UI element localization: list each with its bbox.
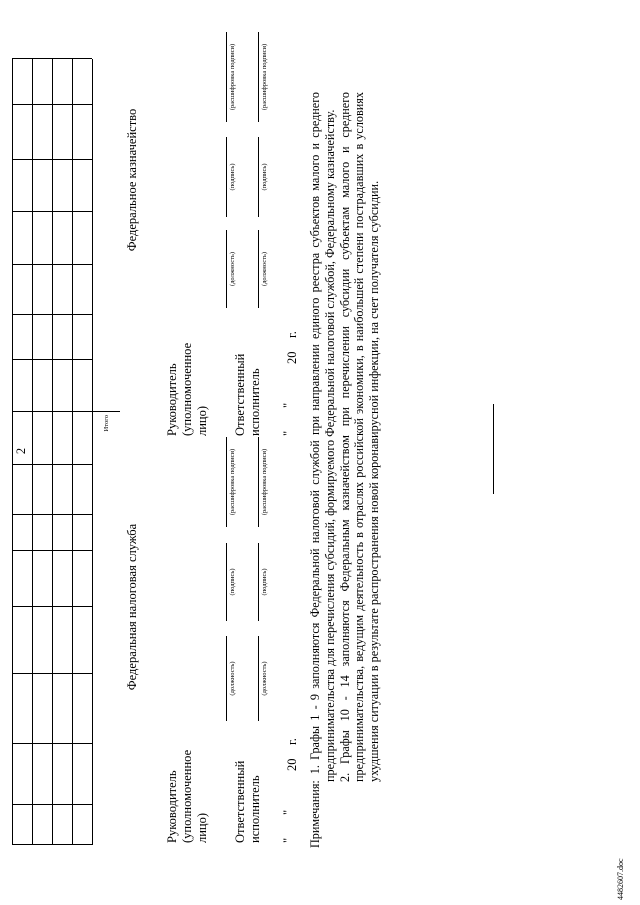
table-row-rule-1 bbox=[32, 59, 33, 845]
fns-date-suffix: г. bbox=[285, 738, 299, 745]
table-col-rule bbox=[12, 411, 120, 412]
fns-head-position-caption: (должность) bbox=[229, 661, 236, 696]
treasury-resp-signature-caption: (подпись) bbox=[261, 163, 268, 191]
table-col-rule bbox=[12, 314, 92, 315]
treasury-head-label: Руководитель (уполномоченное лицо) bbox=[165, 342, 209, 436]
fns-title: Федеральная налоговая служба bbox=[125, 523, 139, 691]
treasury-title: Федеральное казначейство bbox=[125, 108, 139, 252]
treasury-head-signature-caption: (подпись) bbox=[229, 163, 236, 191]
fns-resp-position-line bbox=[258, 636, 259, 721]
table-col-rule bbox=[12, 606, 92, 607]
fns-head-signature-caption: (подпись) bbox=[229, 568, 236, 596]
table-col-rule bbox=[12, 550, 92, 551]
table-col-rule bbox=[12, 264, 92, 265]
note-item-1 bbox=[308, 92, 338, 848]
table-col-rule bbox=[12, 359, 92, 360]
doc-id: 4482607.doc bbox=[616, 858, 625, 900]
note-item-2 bbox=[338, 92, 382, 848]
fns-date-open-quote: " bbox=[281, 837, 295, 843]
treasury-resp-signature-line bbox=[258, 137, 259, 217]
fns-resp-signature-line bbox=[258, 543, 259, 621]
table-col-rule bbox=[12, 844, 92, 845]
fns-resp-decoding-line bbox=[258, 437, 259, 527]
treasury-date-year: 20 bbox=[285, 351, 299, 364]
table-col-rule bbox=[12, 673, 92, 674]
fns-responsible-label: Ответственный исполнитель bbox=[233, 760, 262, 843]
treasury-head-position-caption: (должность) bbox=[229, 251, 236, 287]
treasury-date-suffix: г. bbox=[285, 331, 299, 338]
treasury-date-open-quote: " bbox=[281, 430, 295, 436]
table-col-rule bbox=[12, 58, 92, 59]
table-col-rule bbox=[12, 514, 92, 515]
treasury-head-position-line bbox=[226, 230, 227, 308]
table-row-rule-3 bbox=[72, 59, 73, 845]
fns-resp-decoding-caption: (расшифровка подписи) bbox=[261, 448, 268, 516]
separator-rule bbox=[493, 404, 494, 494]
total-label: Итого bbox=[103, 415, 110, 432]
treasury-resp-decoding-caption: (расшифровка подписи) bbox=[261, 43, 268, 111]
table-col-rule bbox=[12, 464, 92, 465]
table-col-rule bbox=[12, 159, 92, 160]
treasury-resp-position-line bbox=[258, 230, 259, 308]
fns-head-position-line bbox=[226, 636, 227, 721]
treasury-resp-position-caption: (должность) bbox=[261, 251, 268, 287]
treasury-head-decoding-line bbox=[226, 32, 227, 122]
treasury-resp-decoding-line bbox=[258, 32, 259, 122]
table-row-rule-4 bbox=[92, 59, 93, 845]
fns-head-label: Руководитель (уполномоченное лицо) bbox=[165, 749, 209, 843]
fns-resp-position-caption: (должность) bbox=[261, 661, 268, 696]
treasury-responsible-label: Ответственный исполнитель bbox=[233, 353, 262, 436]
fns-resp-signature-caption: (подпись) bbox=[261, 568, 268, 596]
page-number: 2 bbox=[14, 447, 28, 455]
fns-date-close-quote: " bbox=[281, 809, 295, 815]
fns-head-decoding-caption: (расшифровка подписи) bbox=[229, 448, 236, 516]
table-col-rule bbox=[12, 804, 92, 805]
treasury-head-signature-line bbox=[226, 137, 227, 217]
treasury-date-close-quote: " bbox=[281, 402, 295, 408]
table-col-rule bbox=[12, 104, 92, 105]
fns-head-signature-line bbox=[226, 543, 227, 621]
note-item-1-text: 1. Графы 1 - 9 заполняются Федеральной налоговой службой при направлении единого реестра субъектов малого и среднего предпринимательства для перечисления субсидий, формируемого Федеральной налоговой службой, Федеральному казначейству. bbox=[308, 92, 337, 782]
fns-head-decoding-line bbox=[226, 437, 227, 527]
note-item-2-text: 2. Графы 10 - 14 заполняются Федеральным казначейством при перечислении субсидии субъектам малого и среднего предпринимательства, ведущим деятельность в отраслях российской экономики, в наибольшей степени пострадавших в условиях ухудшения ситуации в результате распространения новой коронавирусной инфекции, на счет получателя субсидии. bbox=[337, 92, 382, 782]
table-row-rule-2 bbox=[52, 59, 53, 845]
table-col-rule bbox=[12, 743, 92, 744]
treasury-head-decoding-caption: (расшифровка подписи) bbox=[229, 43, 236, 111]
notes-block bbox=[308, 92, 382, 848]
fns-date-year: 20 bbox=[285, 758, 299, 771]
table-top-rule bbox=[12, 59, 13, 845]
table-col-rule bbox=[12, 211, 92, 212]
notes-label: Примечания: bbox=[308, 780, 322, 848]
